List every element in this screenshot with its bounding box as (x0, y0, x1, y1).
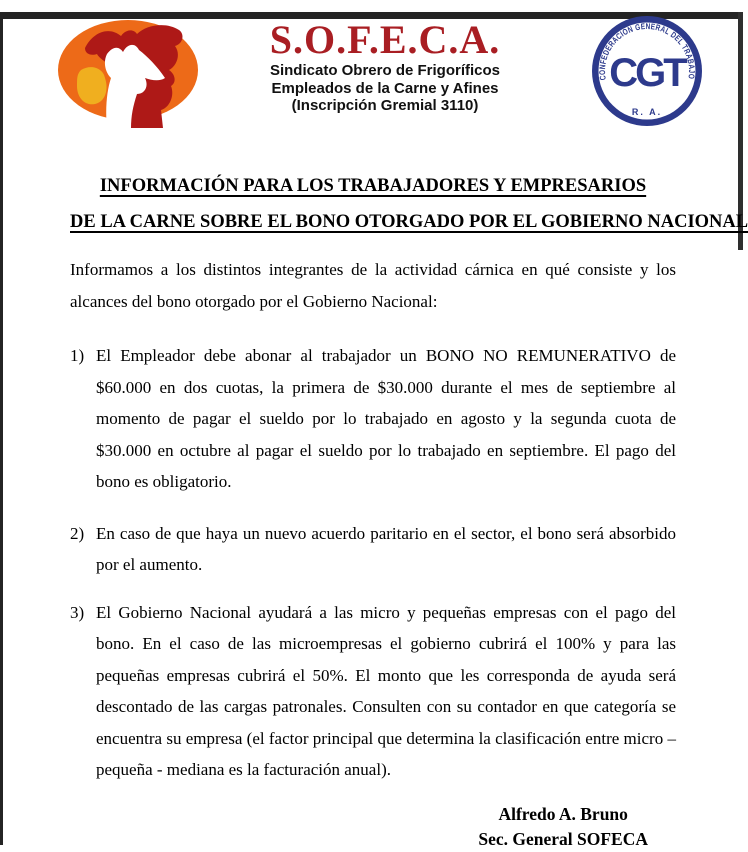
signature-block (478, 802, 648, 852)
list-item-2-number: 2) (70, 523, 85, 543)
document-content (0, 12, 748, 852)
svg-text:R. A.: R. A. (631, 107, 663, 117)
org-subtitle-line1: Sindicato Obrero de Frigoríficos (269, 62, 501, 79)
signature-role: Sec. General SOFECA (478, 828, 648, 849)
letterhead (70, 12, 698, 124)
org-subtitle-line3: (Inscripción Gremial 3110) (291, 97, 479, 114)
list-item-1 (70, 340, 676, 498)
signature-name: Alfredo A. Bruno (498, 803, 628, 824)
document-page (0, 12, 748, 849)
document-title-line1: INFORMACIÓN PARA LOS TRABAJADORES Y EMPRESARIOS (99, 176, 647, 196)
svg-text:CONFEDERACION GENERAL DEL TRAB: CONFEDERACION GENERAL DEL TRABAJO (596, 20, 698, 82)
intro-paragraph: Informamos a los distintos integrantes de la actividad cárnica en qué consiste y los alcances del bono otorgado por el Gobierno Nacional: (70, 260, 676, 311)
sofeca-bull-logo-icon (55, 16, 205, 128)
org-subtitle-line2: Empleados de la Carne y Afines (271, 79, 499, 97)
list-item-1-number: 1) (70, 346, 85, 365)
list-item-3-text: El Gobierno Nacional ayudará a las micro y pequeñas empresas con el pago del bono. En el caso de las microempresas el gobierno cubrirá el 100% y para las pequeñas empresas cubrirá el 50%. El monto que les corresponda de ayuda será descontado de las cargas patronales. Consulten con su contador en que categoría se encuentra su empresa (el factor principal que determina la clasificación entre micro – pequeña - mediana es la facturación anual). (96, 602, 676, 779)
list-item-3 (70, 597, 676, 786)
list-item-1-text: El Empleador debe abonar al trabajador un BONO NO REMUNERATIVO de $60.000 en dos cuotas, la primera de $30.000 durante el mes de septiembre al momento de pagar el sueldo por lo trabajado en agosto y la segunda cuota de $30.000 en octubre al pagar el sueldo por lo trabajado en septiembre. El pago del bono es obligatorio. (96, 346, 676, 491)
list-item-3-number: 3) (70, 602, 85, 622)
svg-text:CGT: CGT (609, 51, 685, 95)
list-item-2-text: En caso de que haya un nuevo acuerdo paritario en el sector, el bono será absorbido por el aumento. (96, 523, 676, 574)
document-title-line2: DE LA CARNE SOBRE EL BONO OTORGADO POR EL GOBIERNO NACIONAL (70, 212, 748, 232)
cgt-seal-icon (585, 12, 709, 130)
org-name-block (205, 18, 565, 115)
list-item-2 (70, 518, 676, 581)
document-title (70, 168, 748, 240)
org-acronym: S.O.F.E.C.A. (269, 17, 501, 62)
